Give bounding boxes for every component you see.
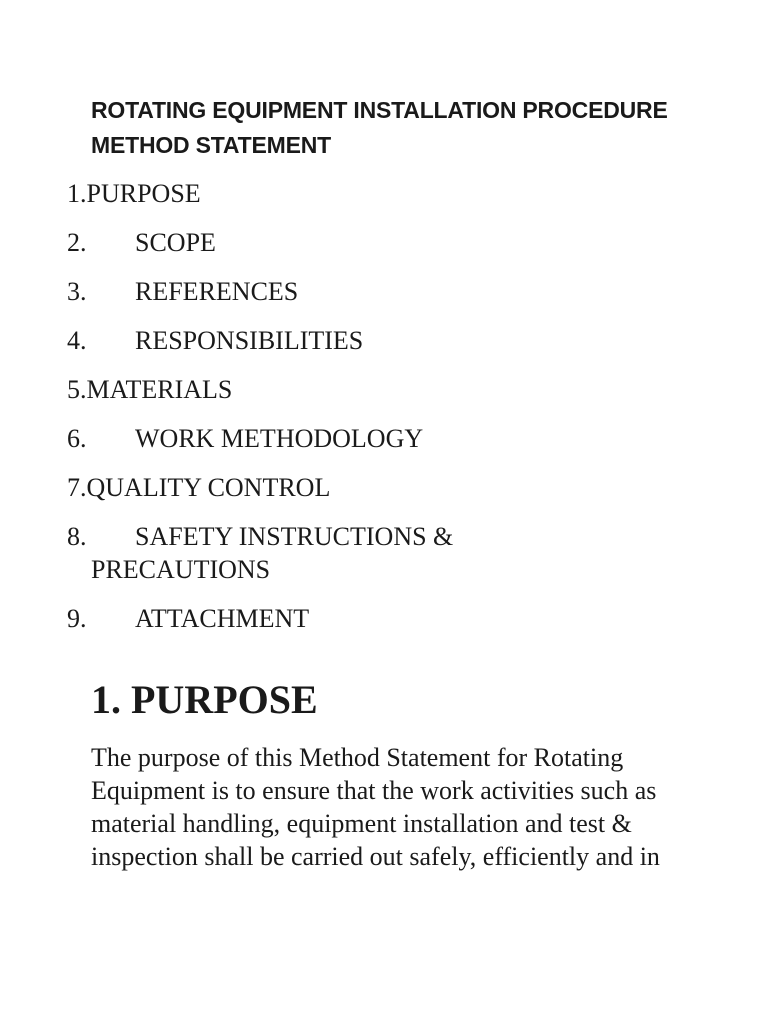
- toc-item-references: [67, 275, 727, 308]
- toc-item-attachment: [67, 602, 727, 635]
- toc-item-label: SAFETY INSTRUCTIONS &: [135, 522, 454, 551]
- toc-item-number: 6.: [67, 424, 87, 453]
- toc-item-label: MATERIALS: [86, 375, 233, 404]
- toc-item-number: 1.: [67, 179, 87, 208]
- toc-item-label: WORK METHODOLOGY: [135, 424, 424, 453]
- document-title: [91, 93, 731, 163]
- toc-item-label: PURPOSE: [86, 179, 201, 208]
- document-title-line-1: ROTATING EQUIPMENT INSTALLATION PROCEDURE: [91, 97, 668, 123]
- purpose-paragraph: The purpose of this Method Statement for Rotating Equipment is to ensure that the work activities such as material handling, equipment installation and test & inspection shall be carried out safely, efficiently and in: [91, 743, 660, 871]
- toc-item-scope: [67, 226, 727, 259]
- toc-item-label: ATTACHMENT: [135, 604, 310, 633]
- section-heading-purpose: 1. PURPOSE: [91, 677, 318, 722]
- toc-item-label-continuation: PRECAUTIONS: [91, 555, 271, 584]
- toc-item-responsibilities: [67, 324, 727, 357]
- table-of-contents: [67, 177, 727, 651]
- toc-item-label: SCOPE: [135, 228, 216, 257]
- toc-item-number: 4.: [67, 326, 87, 355]
- toc-item-number: 8.: [67, 522, 87, 551]
- toc-item-label: REFERENCES: [135, 277, 299, 306]
- toc-item-purpose: [67, 177, 727, 210]
- document-title-line-2: METHOD STATEMENT: [91, 132, 331, 158]
- toc-item-materials: [67, 373, 727, 406]
- toc-item-label: RESPONSIBILITIES: [135, 326, 364, 355]
- toc-item-number: 2.: [67, 228, 87, 257]
- toc-item-number: 5.: [67, 375, 87, 404]
- toc-item-work-methodology: [67, 422, 727, 455]
- toc-item-quality-control: [67, 471, 727, 504]
- toc-item-safety-instructions: [67, 520, 727, 586]
- toc-item-number: 9.: [67, 604, 87, 633]
- toc-item-number: 7.: [67, 473, 87, 502]
- toc-item-number: 3.: [67, 277, 87, 306]
- toc-item-label: QUALITY CONTROL: [86, 473, 331, 502]
